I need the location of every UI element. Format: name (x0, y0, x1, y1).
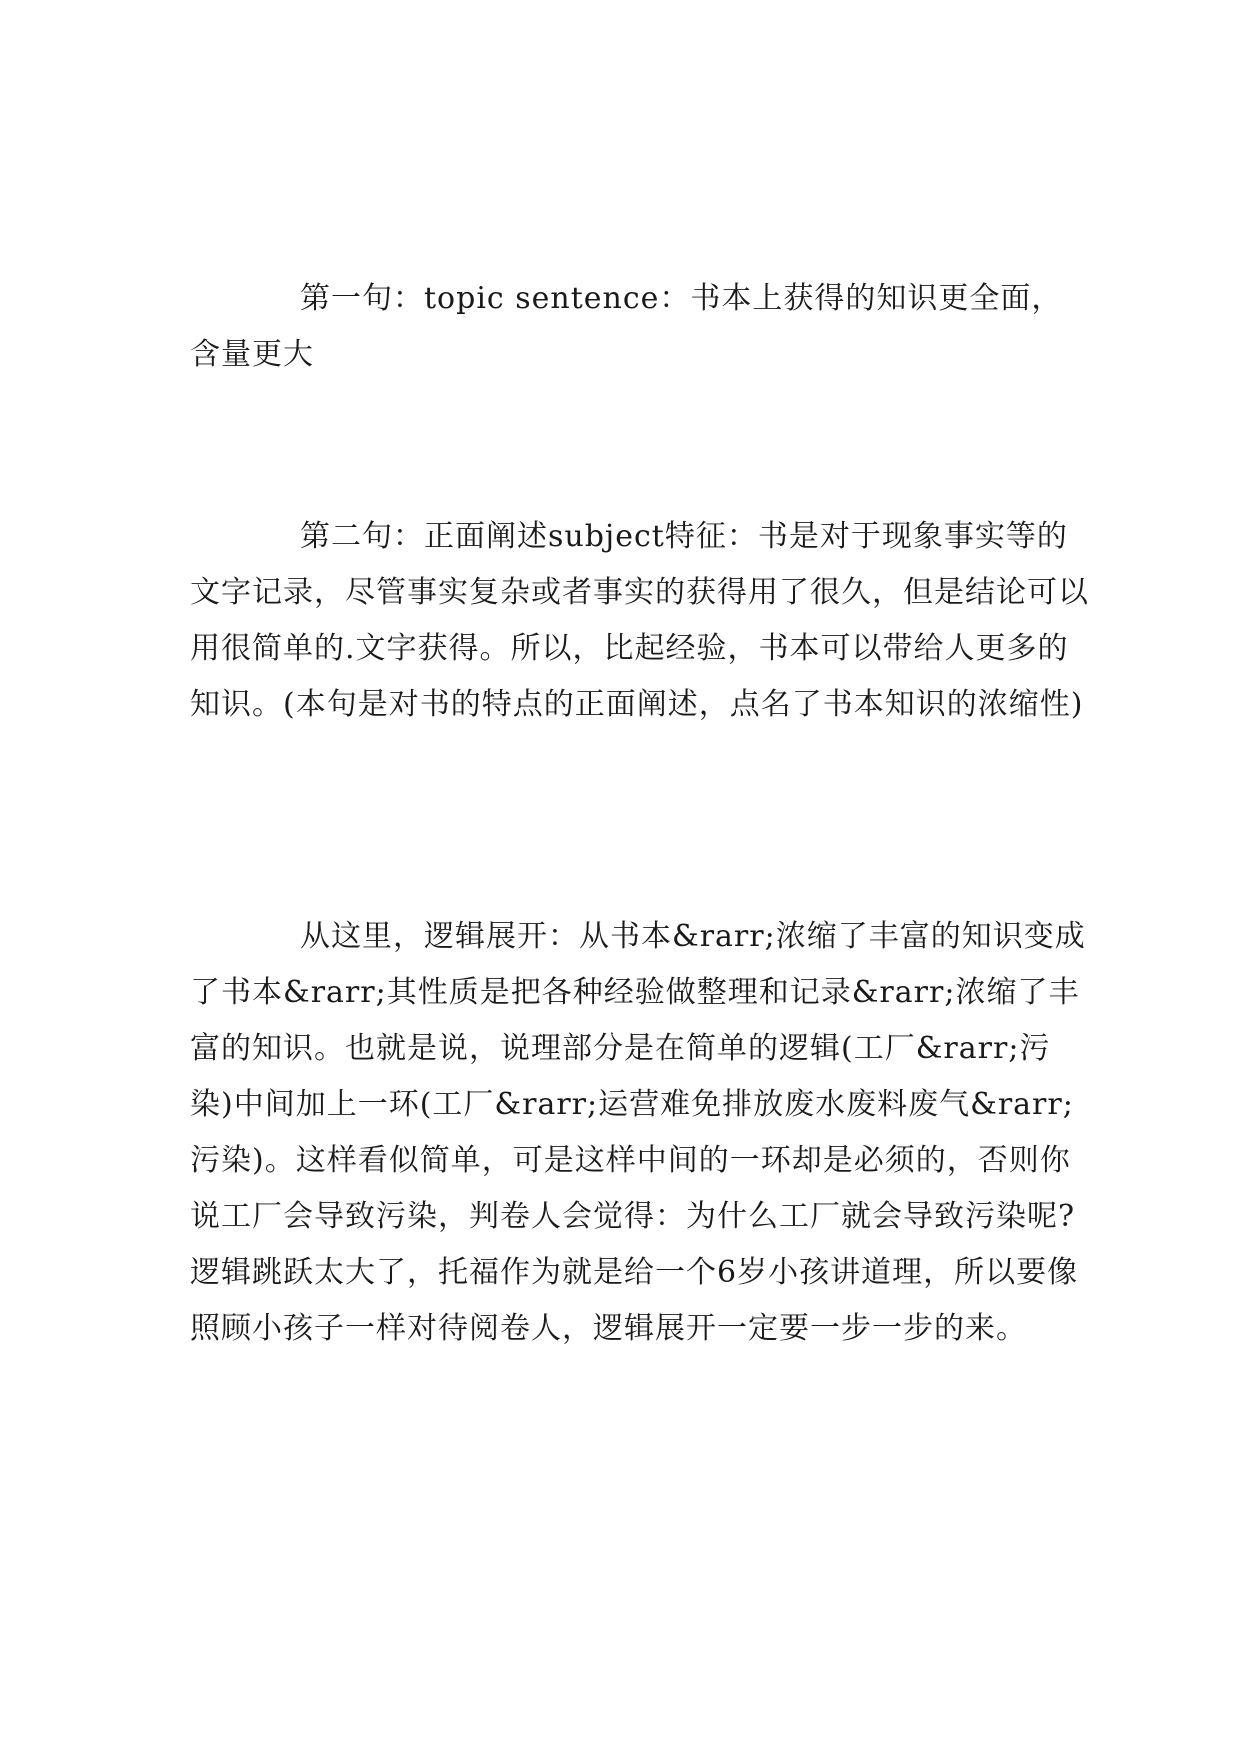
paragraph-subject-features: 第二句：正面阐述subject特征：书是对于现象事实等的文字记录，尽管事实复杂或者事实的获得用了很久，但是结论可以用很简单的.文字获得。所以，比起经验，书本可以带给人更多的知识。(本句是对书的特点的正面阐述，点名了书本知识的浓缩性) (190, 519, 1089, 722)
paragraph-topic-sentence: 第一句：topic sentence：书本上获得的知识更全面，含量更大 (190, 281, 1063, 372)
paragraph-logic-expansion: 从这里，逻辑展开：从书本&rarr;浓缩了丰富的知识变成了书本&rarr;其性质是把各种经验做整理和记录&rarr;浓缩了丰富的知识。也就是说，说理部分是在简单的逻辑(工厂&rarr;污染)中间加上一环(工厂&rarr;运营难免排放废水废料废气&rarr;污染)。这样看似简单，可是这样中间的一环却是必须的，否则你说工厂会导致污染，判卷人会觉得：为什么工厂就会导致污染呢?逻辑跳跃太大了，托福作为就是给一个6岁小孩讲道理，所以要像照顾小孩子一样对待阅卷人，逻辑展开一定要一步一步的来。 (190, 919, 1086, 1346)
